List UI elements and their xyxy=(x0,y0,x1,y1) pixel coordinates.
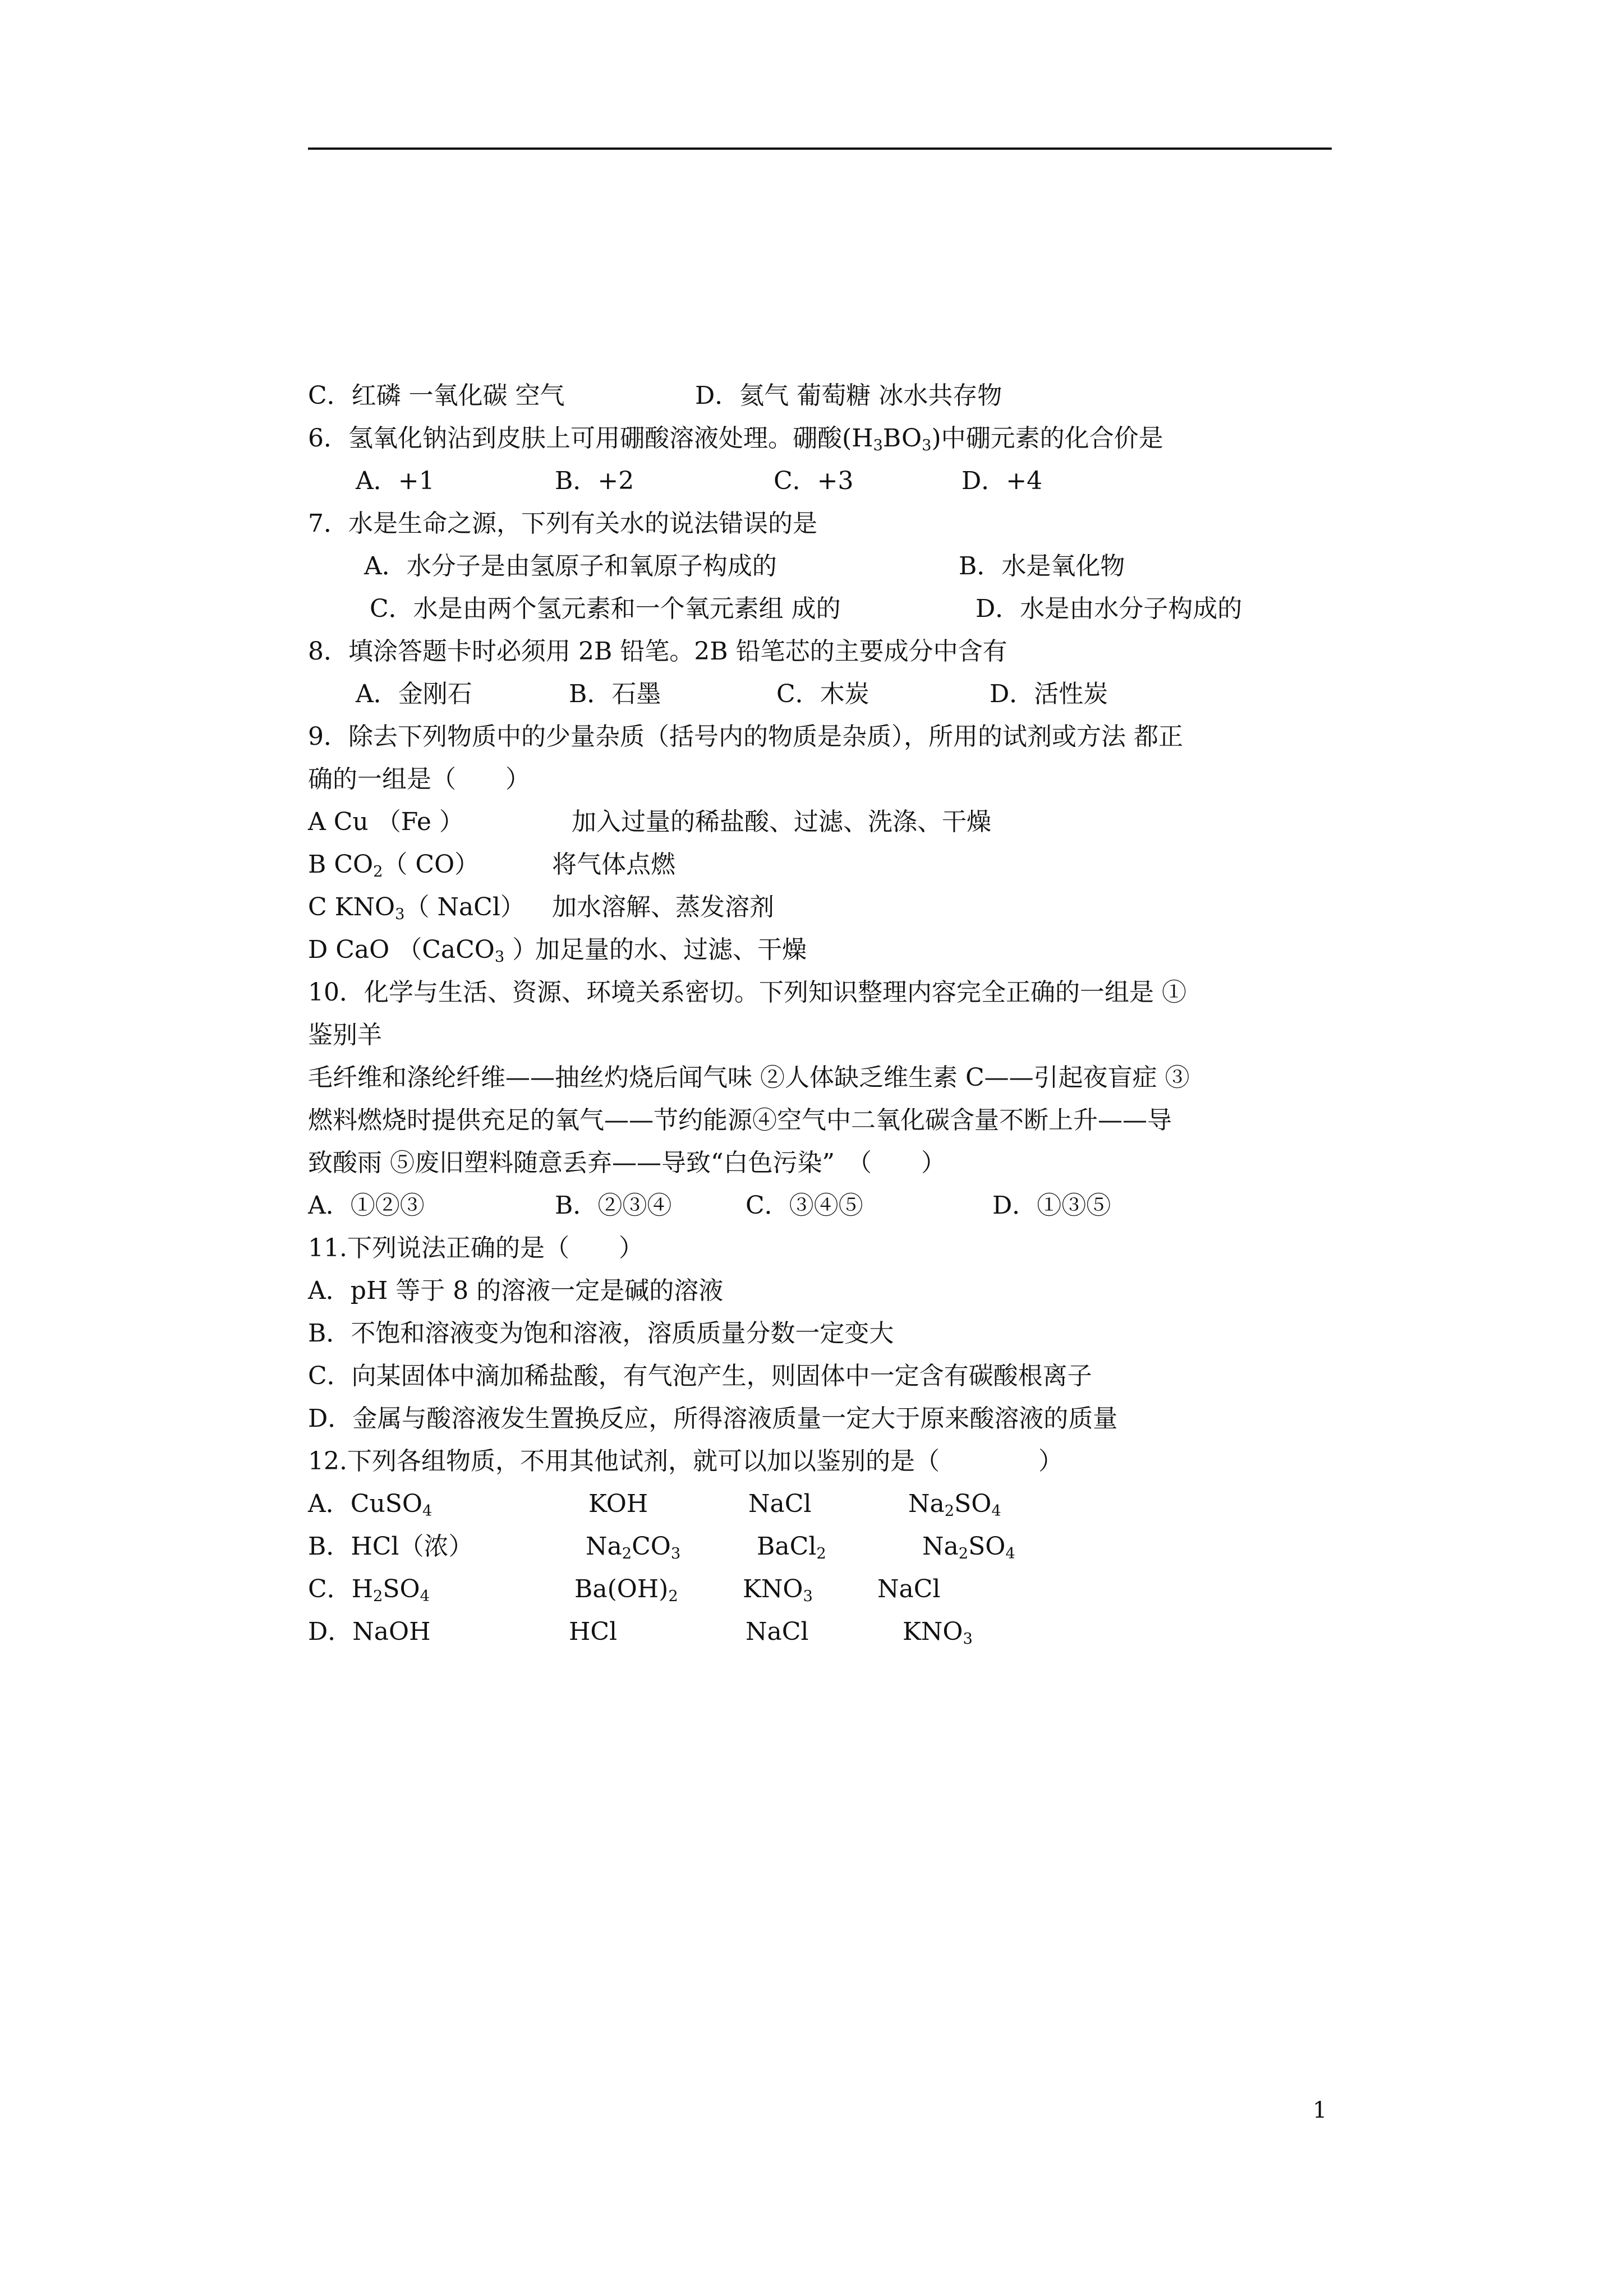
q8-option-a: A．金刚石 xyxy=(356,680,472,708)
q9-option-d-method: 加足量的水、过滤、干燥 xyxy=(535,935,807,964)
q12-d-item2: HCl xyxy=(569,1617,618,1646)
q12-option-a xyxy=(308,1483,1335,1525)
q9-stem-line2: 确的一组是（ ） xyxy=(308,765,530,794)
q12-a-item2: KOH xyxy=(588,1490,648,1518)
q9-option-b-label: B $CO_2$（ CO） xyxy=(308,850,480,880)
q6-stem-part: 6．氢氧化钠沾到皮肤上可用硼酸溶液处理。硼酸(H xyxy=(308,424,873,453)
q10-line1: 10．化学与生活、资源、环境关系密切。下列知识整理内容完全正确的一组是 ① xyxy=(308,978,1186,1007)
q6-option-c: C．+3 xyxy=(774,467,854,495)
q8-stem: 8．填涂答题卡时必须用 2B 铅笔。2B 铅笔芯的主要成分中含有 xyxy=(308,637,1007,666)
q9-option-a xyxy=(308,801,1335,843)
q10-line2: 鉴别羊 xyxy=(308,1021,382,1049)
q7-option-b: B．水是氧化物 xyxy=(959,552,1125,580)
q12-b-item2: $Na_2CO_3$ xyxy=(586,1532,681,1562)
q7-option-a: A．水分子是由氢原子和氧原子构成的 xyxy=(364,552,777,580)
q11-option-b: B．不饱和溶液变为饱和溶液，溶质质量分数一定变大 xyxy=(308,1319,894,1348)
document-body xyxy=(308,375,1335,1653)
q12-option-b xyxy=(308,1525,1335,1568)
q7-options-cd xyxy=(308,588,1335,630)
q5-option-d: D．氦气 葡萄糖 冰水共存物 xyxy=(695,381,1002,410)
q9-option-c-method: 加水溶解、蒸发溶剂 xyxy=(552,893,774,921)
q6-stem xyxy=(308,417,1335,460)
q11-stem: 11.下列说法正确的是（ ） xyxy=(308,1234,643,1262)
q6-subscript: 3 xyxy=(922,436,932,454)
q6-subscript: 3 xyxy=(873,436,883,454)
q9-option-d-label: D CaO （CaCO$_3$ ） xyxy=(308,935,537,966)
q12-b-item3: BaCl$_2$ xyxy=(757,1532,826,1562)
q7-stem: 7．水是生命之源，下列有关水的说法错误的是 xyxy=(308,509,817,538)
q6-option-b: B．+2 xyxy=(555,467,634,495)
q12-c-label: C．$H_2SO_4$ xyxy=(308,1575,430,1605)
q12-d-label: D．NaOH xyxy=(308,1617,431,1646)
q12-c-item4: NaCl xyxy=(877,1575,941,1603)
q11-option-c: C．向某固体中滴加稀盐酸，有气泡产生，则固体中一定含有碳酸根离子 xyxy=(308,1362,1092,1390)
q10-line5: 致酸雨 ⑤废旧塑料随意丢弃——导致“白色污染” （ ） xyxy=(308,1149,946,1177)
q6-stem-part: )中硼元素的化合价是 xyxy=(931,424,1163,453)
page-number: 1 xyxy=(1313,2097,1327,2123)
q7-option-d: D．水是由水分子构成的 xyxy=(976,594,1243,623)
q12-c-item3: $KNO_3$ xyxy=(743,1575,813,1605)
q12-option-d xyxy=(308,1611,1335,1653)
header-rule xyxy=(308,147,1332,150)
q6-stem-part: BO xyxy=(882,424,922,453)
q12-d-item4: $KNO_3$ xyxy=(903,1617,973,1648)
q12-stem: 12.下列各组物质，不用其他试剂，就可以加以鉴别的是（ ） xyxy=(308,1447,1063,1476)
q12-option-c xyxy=(308,1568,1335,1611)
q7-option-c: C．水是由两个氢元素和一个氧元素组 成的 xyxy=(370,594,841,623)
q6-option-d: D．+4 xyxy=(961,467,1043,495)
q11-option-a: A．pH 等于 8 的溶液一定是碱的溶液 xyxy=(308,1276,724,1305)
q11-option-d: D．金属与酸溶液发生置换反应，所得溶液质量一定大于原来酸溶液的质量 xyxy=(308,1404,1118,1433)
q9-option-a-label: A Cu （Fe ） xyxy=(308,808,464,836)
q9-option-b-method: 将气体点燃 xyxy=(552,850,675,879)
q8-option-d: D．活性炭 xyxy=(990,680,1108,708)
q7-options-ab xyxy=(308,545,1335,588)
q12-d-item3: NaCl xyxy=(746,1617,809,1646)
q10-option-b: B．②③④ xyxy=(555,1191,672,1220)
q9-stem-line1: 9．除去下列物质中的少量杂质（括号内的物质是杂质），所用的试剂或方法 都正 xyxy=(308,722,1183,751)
q9-option-c-label: C $KNO_3$（ NaCl） xyxy=(308,893,525,923)
q12-b-label: B．HCl（浓） xyxy=(308,1532,473,1561)
q9-option-c xyxy=(308,886,1335,929)
q5-options xyxy=(308,375,1335,417)
q10-option-a: A．①②③ xyxy=(308,1191,425,1220)
q10-line3: 毛纤维和涤纶纤维——抽丝灼烧后闻气味 ②人体缺乏维生素 C——引起夜盲症 ③ xyxy=(308,1063,1190,1092)
q5-option-c: C．红磷 一氧化碳 空气 xyxy=(308,381,565,410)
q6-options xyxy=(308,460,1335,502)
q9-option-a-method: 加入过量的稀盐酸、过滤、洗涤、干燥 xyxy=(572,808,991,836)
q10-option-c: C．③④⑤ xyxy=(746,1191,863,1220)
q12-a-item4: $Na_2SO_4$ xyxy=(908,1490,1001,1520)
q10-option-d: D．①③⑤ xyxy=(992,1191,1111,1220)
q8-option-c: C．木炭 xyxy=(776,680,869,708)
q12-b-item4: $Na_2SO_4$ xyxy=(922,1532,1015,1562)
q9-option-b xyxy=(308,843,1335,886)
q6-option-a: A．+1 xyxy=(356,467,435,495)
q12-c-item2: $Ba(OH)_2$ xyxy=(574,1575,678,1605)
q10-options xyxy=(308,1184,1335,1227)
q12-a-item3: NaCl xyxy=(748,1490,812,1518)
q8-options xyxy=(308,673,1335,716)
q12-a-label: A．CuSO$_4$ xyxy=(308,1490,433,1520)
q10-line4: 燃料燃烧时提供充足的氧气——节约能源④空气中二氧化碳含量不断上升——导 xyxy=(308,1106,1172,1135)
q8-option-b: B．石墨 xyxy=(569,680,661,708)
q9-option-d xyxy=(308,929,1335,971)
